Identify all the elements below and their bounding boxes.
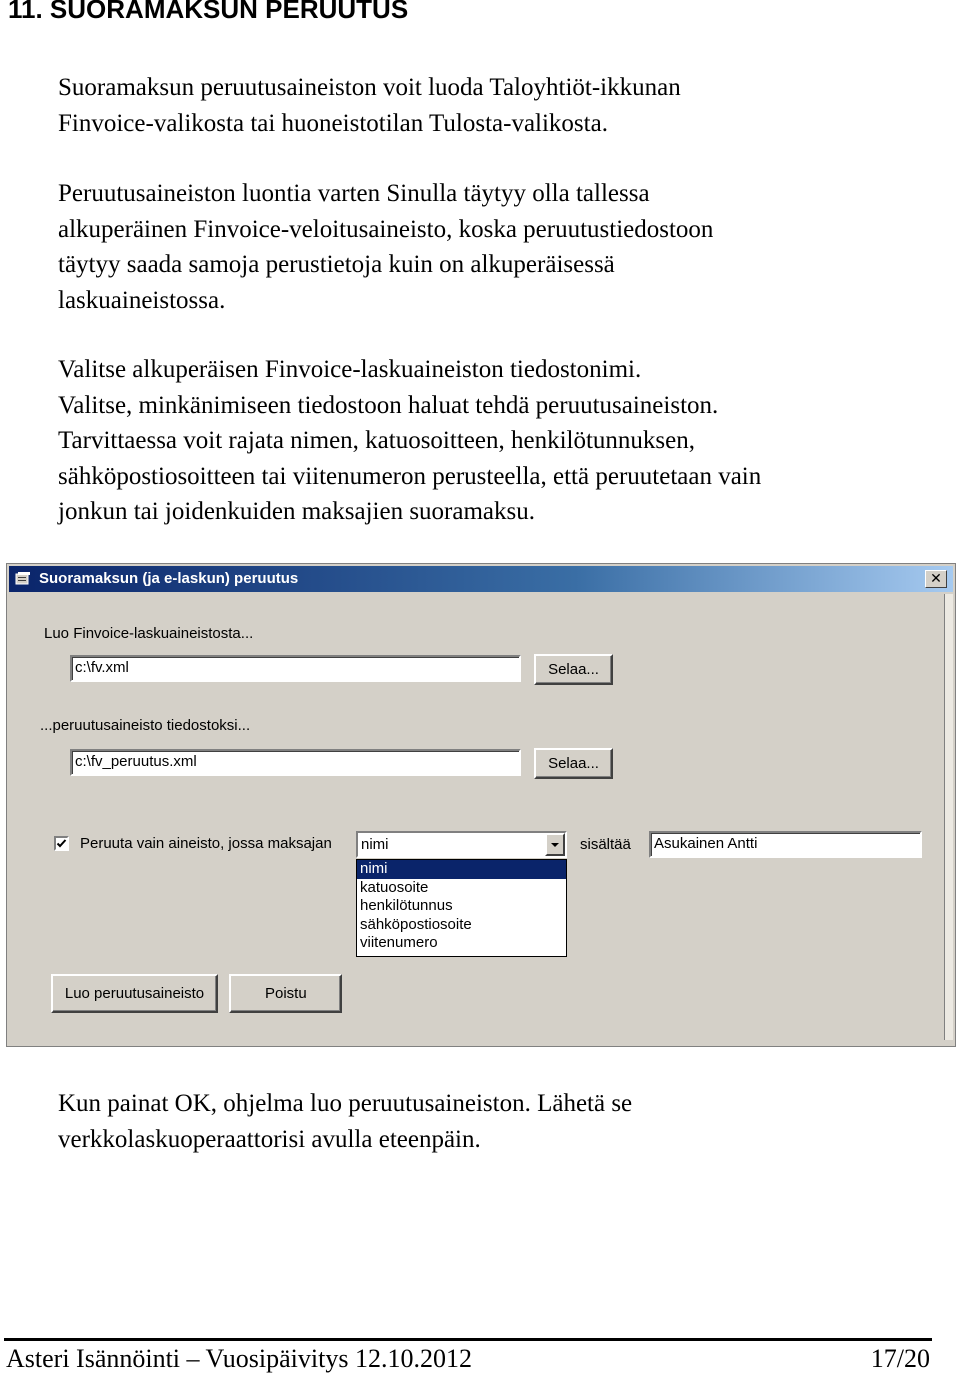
create-cancellation-label: Luo peruutusaineisto	[64, 985, 205, 1002]
footer-title: Asteri Isännöinti – Vuosipäivitys 12.10.2012	[6, 1344, 472, 1373]
filter-checkbox[interactable]	[54, 836, 69, 851]
browse-target-label: Selaa...	[548, 755, 599, 772]
browse-target-button[interactable]	[534, 748, 613, 779]
source-file-input[interactable]: c:\fv.xml	[70, 655, 521, 682]
text-line: Valitse alkuperäisen Finvoice-laskuaineiston tiedostonimi.	[58, 356, 642, 383]
section-heading: 11. SUORAMAKSUN PERUUTUS	[8, 0, 409, 24]
cancellation-dialog	[6, 563, 956, 1047]
exit-label: Poistu	[265, 985, 307, 1002]
text-line: Tarvittaessa voit rajata nimen, katuosoitteen, henkilötunnuksen,	[58, 427, 695, 454]
text-line: Peruutusaineiston luontia varten Sinulla täytyy olla tallessa	[58, 180, 650, 207]
text-line: Valitse, minkänimiseen tiedostoon haluat tehdä peruutusaineiston.	[58, 391, 719, 419]
checkmark-icon	[56, 838, 67, 849]
text-line: Kun painat OK, ohjelma luo peruutusaineiston. Lähetä se	[58, 1090, 633, 1117]
dialog-title: Suoramaksun (ja e-laskun) peruutus	[39, 570, 299, 587]
text-line: Finvoice-valikosta tai huoneistotilan Tulosta-valikosta.	[58, 109, 608, 137]
target-file-label: ...peruutusaineisto tiedostoksi...	[40, 717, 251, 734]
footer-divider	[4, 1338, 932, 1341]
paragraph-intro	[58, 70, 681, 141]
dropdown-option-viitenumero[interactable]: viitenumero	[360, 934, 438, 951]
dropdown-option-katuosoite[interactable]: katuosoite	[360, 878, 429, 896]
paragraph-closing	[58, 1086, 632, 1157]
close-button[interactable]	[925, 570, 947, 588]
chevron-down-icon	[547, 835, 563, 854]
browse-source-label: Selaa...	[548, 661, 599, 678]
browse-source-button[interactable]	[534, 654, 613, 685]
filter-field-select[interactable]	[356, 831, 567, 858]
text-line: alkuperäinen Finvoice-veloitusaineisto, koska peruutustiedostoon	[58, 215, 714, 243]
dialog-body	[9, 594, 955, 1044]
contains-label: sisältää	[580, 836, 631, 853]
text-line: täytyy saada samoja perustietoja kuin on alkuperäisessä	[58, 251, 615, 278]
paragraph-requirements	[58, 176, 713, 318]
paragraph-instructions	[58, 352, 761, 530]
filter-field-value: nimi	[361, 836, 389, 853]
text-line: verkkolaskuoperaattorisi avulla eteenpäin.	[58, 1125, 481, 1153]
create-cancellation-button[interactable]	[51, 974, 218, 1013]
text-line: laskuaineistossa.	[58, 286, 226, 314]
dropdown-option-henkilotunnus[interactable]: henkilötunnus	[360, 897, 453, 914]
text-line: Suoramaksun peruutusaineiston voit luoda Taloyhtiöt-ikkunan	[58, 74, 681, 101]
source-file-label: Luo Finvoice-laskuaineistosta...	[44, 625, 254, 642]
filter-checkbox-label: Peruuta vain aineisto, jossa maksajan	[80, 835, 332, 852]
dropdown-button[interactable]	[545, 833, 565, 856]
text-line: jonkun tai joidenkuiden maksajien suoramaksu.	[58, 498, 535, 525]
page-number: 17/20	[870, 1344, 930, 1373]
close-icon: ✕	[930, 570, 942, 586]
dropdown-option-nimi[interactable]: nimi	[357, 860, 566, 879]
dialog-titlebar[interactable]	[9, 566, 953, 592]
text-line: sähköpostiosoitteen tai viitenumeron perusteella, että peruutetaan vain	[58, 462, 762, 490]
app-window-icon	[15, 572, 31, 586]
dropdown-option-sahkopostiosoite[interactable]: sähköpostiosoite	[360, 915, 472, 933]
filter-field-dropdown-list	[356, 859, 567, 957]
filter-text-input[interactable]: Asukainen Antti	[649, 831, 922, 858]
target-file-input[interactable]: c:\fv_peruutus.xml	[70, 749, 521, 776]
exit-button[interactable]	[229, 974, 342, 1013]
